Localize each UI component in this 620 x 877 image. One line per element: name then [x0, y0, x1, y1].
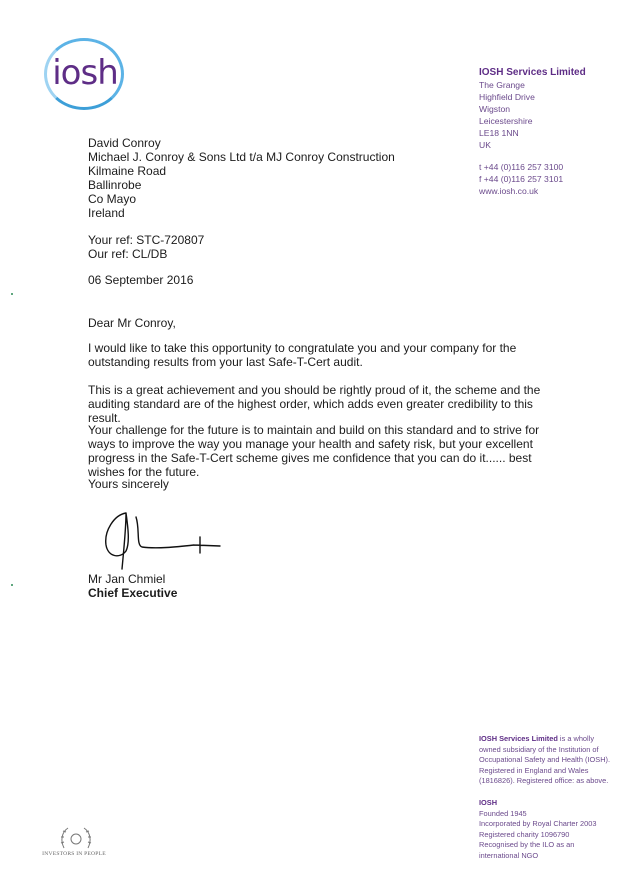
footer-iosh-line: Recognised by the ILO as an: [479, 840, 575, 849]
address-line: Leicestershire: [479, 116, 533, 126]
company-fax: f +44 (0)116 257 3101: [479, 174, 564, 184]
footer-iosh-line: Incorporated by Royal Charter 2003: [479, 819, 597, 828]
footer-company-note: [479, 734, 614, 787]
recipient-line: David Conroy: [88, 136, 161, 150]
footer-iosh-line: international NGO: [479, 850, 539, 860]
address-line: LE18 1NN: [479, 128, 519, 138]
recipient-line: Michael J. Conroy & Sons Ltd t/a MJ Conroy Construction: [88, 150, 395, 164]
margin-mark: [11, 293, 13, 295]
address-line: UK: [479, 140, 491, 150]
recipient-line: Co Mayo: [88, 192, 137, 206]
recipient-line: Kilmaine Road: [88, 164, 167, 178]
signer-title: Chief Executive: [88, 586, 178, 600]
body-paragraph: This is a great achievement and you should be rightly proud of it, the scheme and the auditing standard are of the highest order, which adds even greater credibility to this result.: [88, 383, 541, 425]
signer-name: Mr Jan Chmiel: [88, 572, 166, 586]
salutation: Dear Mr Conroy,: [88, 316, 176, 330]
iosh-logo: [44, 38, 130, 114]
your-reference: Your ref: STC-720807: [88, 233, 205, 247]
logo-text: iosh: [52, 53, 118, 93]
references: [88, 233, 204, 261]
recipient-line: Ballinrobe: [88, 178, 142, 192]
body-paragraph: Your challenge for the future is to maintain and build on this standard and to strive for ways to improve the way you manage your health and safety risk, but your excellent progress in the Safe-T-Cert scheme gives me confidence that you can do it...... best wishes for the future.: [88, 423, 540, 479]
address-line: Wigston: [479, 104, 511, 114]
recipient-address: [88, 136, 395, 220]
handwritten-signature: [96, 503, 222, 573]
company-website: www.iosh.co.uk: [479, 186, 539, 196]
body-paragraph: I would like to take this opportunity to congratulate you and your company for the outstanding results from your last Safe-T-Cert audit.: [88, 341, 517, 369]
company-name: IOSH Services Limited: [479, 67, 586, 78]
footer-company-text: is a wholly owned subsidiary of the Institution of Occupational Safety and Health (IOSH). Registered in England and Wales (1816826). Registered office: as above.: [479, 734, 611, 785]
address-line: Highfield Drive: [479, 92, 535, 102]
footer-iosh-line: Registered charity 1096790: [479, 829, 570, 839]
footer-iosh-line: Founded 1945: [479, 808, 527, 818]
footer-iosh-heading: IOSH: [479, 798, 498, 807]
recipient-line: Ireland: [88, 206, 125, 220]
our-reference: Our ref: CL/DB: [88, 247, 168, 261]
company-address-block: [479, 66, 614, 197]
closing: Yours sincerely: [88, 477, 169, 491]
investors-in-people-text: INVESTORS IN PEOPLE: [42, 851, 106, 857]
address-line: The Grange: [479, 80, 525, 90]
letter-date: 06 September 2016: [88, 273, 194, 287]
footer-company-name: IOSH Services Limited: [479, 734, 558, 743]
margin-mark: [11, 584, 13, 586]
company-phone: t +44 (0)116 257 3100: [479, 162, 564, 172]
footer-iosh-info: [479, 798, 614, 861]
